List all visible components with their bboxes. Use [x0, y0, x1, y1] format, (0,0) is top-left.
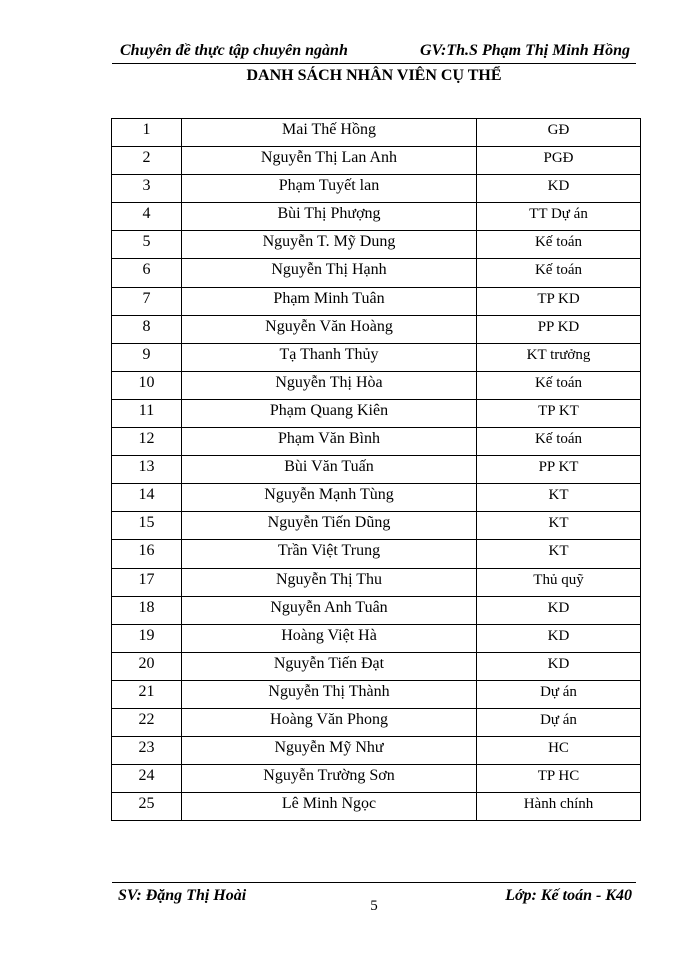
cell-name: Nguyễn Mỹ Như: [182, 737, 477, 765]
cell-name: Tạ Thanh Thủy: [182, 343, 477, 371]
cell-name: Nguyễn Trường Sơn: [182, 765, 477, 793]
cell-name: Phạm Minh Tuân: [182, 287, 477, 315]
cell-name: Hoàng Việt Hà: [182, 624, 477, 652]
table-row: [112, 680, 641, 708]
cell-number: 24: [112, 765, 182, 793]
cell-position: PP KD: [477, 315, 641, 343]
cell-position: Hành chính: [477, 793, 641, 821]
cell-name: Nguyễn T. Mỹ Dung: [182, 231, 477, 259]
cell-name: Phạm Văn Bình: [182, 428, 477, 456]
cell-name: Nguyễn Văn Hoàng: [182, 315, 477, 343]
cell-name: Nguyễn Thị Hòa: [182, 371, 477, 399]
cell-position: KT: [477, 512, 641, 540]
cell-number: 10: [112, 371, 182, 399]
cell-number: 2: [112, 147, 182, 175]
cell-number: 14: [112, 484, 182, 512]
table-row: [112, 147, 641, 175]
footer-class: Lớp: Kế toán - K40: [505, 887, 632, 904]
cell-number: 20: [112, 652, 182, 680]
cell-position: Dự án: [477, 680, 641, 708]
page-header: [112, 38, 636, 64]
cell-position: KD: [477, 624, 641, 652]
cell-number: 7: [112, 287, 182, 315]
cell-name: Bùi Văn Tuấn: [182, 456, 477, 484]
cell-name: Nguyễn Thị Thành: [182, 680, 477, 708]
cell-number: 18: [112, 596, 182, 624]
cell-position: Kế toán: [477, 371, 641, 399]
table-row: [112, 287, 641, 315]
table-row: [112, 652, 641, 680]
cell-number: 15: [112, 512, 182, 540]
cell-position: KT trưởng: [477, 343, 641, 371]
table-row: [112, 484, 641, 512]
cell-position: Thủ quỹ: [477, 568, 641, 596]
cell-name: Phạm Quang Kiên: [182, 399, 477, 427]
cell-name: Mai Thế Hồng: [182, 119, 477, 147]
cell-position: HC: [477, 737, 641, 765]
cell-number: 23: [112, 737, 182, 765]
table-row: [112, 568, 641, 596]
cell-position: KD: [477, 596, 641, 624]
table-row: [112, 596, 641, 624]
cell-number: 25: [112, 793, 182, 821]
table-row: [112, 371, 641, 399]
page-number: 5: [370, 898, 378, 914]
employee-table-body: [112, 119, 641, 821]
employee-table: [111, 118, 641, 821]
table-row: [112, 765, 641, 793]
cell-number: 8: [112, 315, 182, 343]
cell-position: TT Dự án: [477, 203, 641, 231]
table-row: [112, 231, 641, 259]
cell-number: 16: [112, 540, 182, 568]
cell-number: 19: [112, 624, 182, 652]
header-course-title: Chuyên đề thực tập chuyên ngành: [120, 42, 348, 59]
cell-number: 12: [112, 428, 182, 456]
cell-position: TP KT: [477, 399, 641, 427]
cell-position: TP KD: [477, 287, 641, 315]
cell-position: PP KT: [477, 456, 641, 484]
table-row: [112, 708, 641, 736]
cell-position: KT: [477, 484, 641, 512]
table-row: [112, 793, 641, 821]
cell-name: Nguyễn Thị Hạnh: [182, 259, 477, 287]
cell-position: KD: [477, 175, 641, 203]
cell-number: 13: [112, 456, 182, 484]
cell-number: 6: [112, 259, 182, 287]
footer-student: SV: Đặng Thị Hoài: [118, 887, 247, 904]
cell-name: Nguyễn Mạnh Tùng: [182, 484, 477, 512]
table-row: [112, 512, 641, 540]
cell-name: Nguyễn Anh Tuân: [182, 596, 477, 624]
cell-name: Nguyễn Thị Thu: [182, 568, 477, 596]
cell-position: KT: [477, 540, 641, 568]
page-title: DANH SÁCH NHÂN VIÊN CỤ THỂ: [246, 67, 502, 84]
cell-position: Kế toán: [477, 428, 641, 456]
cell-name: Nguyễn Tiến Dũng: [182, 512, 477, 540]
table-row: [112, 624, 641, 652]
table-row: [112, 119, 641, 147]
cell-position: Kế toán: [477, 259, 641, 287]
table-row: [112, 540, 641, 568]
cell-name: Trần Việt Trung: [182, 540, 477, 568]
cell-name: Nguyễn Thị Lan Anh: [182, 147, 477, 175]
page-footer: [112, 882, 636, 904]
cell-position: TP HC: [477, 765, 641, 793]
cell-name: Nguyễn Tiến Đạt: [182, 652, 477, 680]
cell-number: 5: [112, 231, 182, 259]
table-row: [112, 737, 641, 765]
table-row: [112, 456, 641, 484]
cell-name: Hoàng Văn Phong: [182, 708, 477, 736]
table-row: [112, 203, 641, 231]
table-row: [112, 175, 641, 203]
cell-position: Dự án: [477, 708, 641, 736]
cell-number: 1: [112, 119, 182, 147]
cell-position: PGĐ: [477, 147, 641, 175]
cell-number: 3: [112, 175, 182, 203]
cell-number: 21: [112, 680, 182, 708]
cell-number: 9: [112, 343, 182, 371]
cell-number: 4: [112, 203, 182, 231]
cell-position: Kế toán: [477, 231, 641, 259]
cell-name: Lê Minh Ngọc: [182, 793, 477, 821]
header-instructor: GV:Th.S Phạm Thị Minh Hồng: [420, 42, 630, 59]
cell-number: 17: [112, 568, 182, 596]
table-row: [112, 259, 641, 287]
cell-name: Bùi Thị Phượng: [182, 203, 477, 231]
table-row: [112, 315, 641, 343]
cell-number: 22: [112, 708, 182, 736]
cell-name: Phạm Tuyết lan: [182, 175, 477, 203]
cell-position: KD: [477, 652, 641, 680]
table-row: [112, 343, 641, 371]
table-row: [112, 428, 641, 456]
cell-number: 11: [112, 399, 182, 427]
cell-position: GĐ: [477, 119, 641, 147]
table-row: [112, 399, 641, 427]
